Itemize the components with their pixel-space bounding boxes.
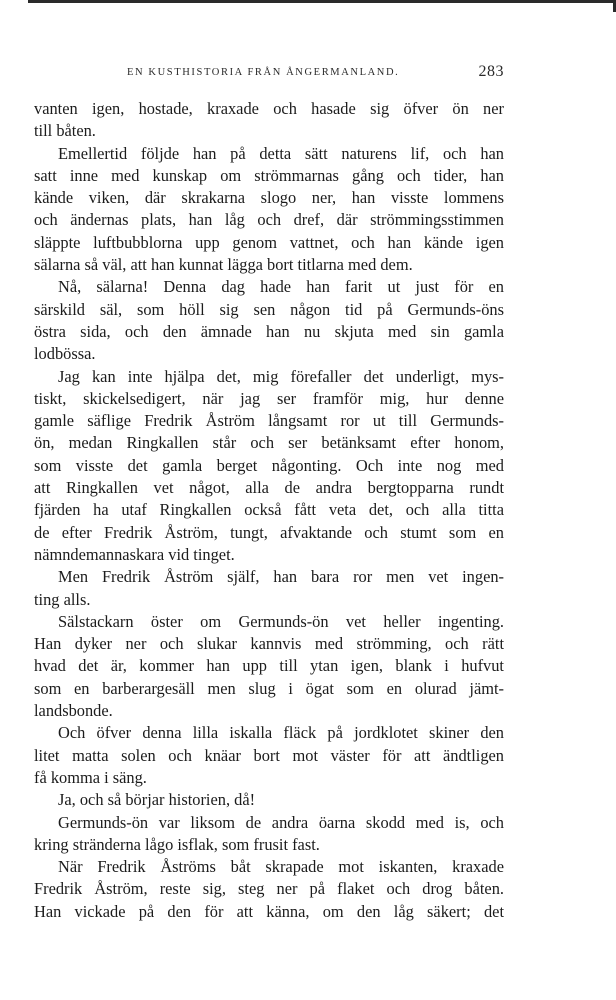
text-line: kände viken, där skrakarna slogo ner, han visste lommens	[34, 188, 504, 208]
text-line: gamle säflige Fredrik Åström långsamt ror ut till Germunds-	[34, 411, 504, 431]
paragraph	[34, 789, 504, 811]
running-head	[34, 63, 504, 83]
running-title: EN KUSTHISTORIA FRÅN ÅNGERMANLAND.	[127, 67, 400, 78]
text-line: När Fredrik Åströms båt skrapade mot iskanten, kraxade	[58, 857, 504, 877]
text-line: Jag kan inte hjälpa det, mig förefaller det underligt, mys-	[58, 366, 504, 386]
text-line: fjärden ha utaf Ringkallen också fått veta det, och alla titta	[34, 500, 504, 520]
paragraph	[34, 276, 504, 365]
text-line: Ja, och så börjar historien, då!	[58, 790, 256, 810]
text-line: de efter Fredrik Åström, tungt, afvaktande och stumt som en	[34, 522, 504, 542]
text-line: Och öfver denna lilla iskalla fläck på jordklotet skiner den	[58, 723, 504, 743]
paragraph	[34, 611, 504, 722]
text-line: östra sida, och den ämnade han nu skjuta med sin gamla	[34, 321, 504, 341]
text-line: Han vickade på den för att känna, om den låg säkert; det	[34, 901, 504, 921]
text-line: som visste det gamla berget någonting. Och inte nog med	[34, 455, 504, 475]
text-line: hvad det är, kommer han upp till ytan igen, blank i hufvut	[34, 656, 504, 676]
text-line: sälarna så väl, att han kunnat lägga bort titlarna med dem.	[34, 255, 413, 275]
text-line: ön, medan Ringkallen står och ser betänksamt efter honom,	[34, 433, 504, 453]
page-number: 283	[478, 63, 504, 80]
paragraph	[34, 856, 504, 923]
paragraph	[34, 566, 504, 611]
text-line: Han dyker ner och slukar kannvis med strömming, och rätt	[34, 634, 504, 654]
text-line: Men Fredrik Åström själf, han bara ror men vet ingen-	[58, 567, 504, 587]
paragraph	[34, 812, 504, 857]
text-line: Emellertid följde han på detta sätt naturens lif, och han	[58, 143, 504, 163]
text-line: vanten igen, hostade, kraxade och hasade sig öfver ön ner	[34, 99, 504, 118]
paragraph	[34, 143, 504, 277]
text-line: lodbössa.	[34, 344, 96, 364]
text-line: nämndemannaskara vid tinget.	[34, 544, 235, 564]
text-line: som en barberargesäll men slug i ögat som en olurad jämt-	[34, 678, 504, 698]
text-line: kring stränderna lågo isflak, som frusit fast.	[34, 834, 320, 854]
page-edge-rule	[28, 0, 616, 3]
paragraph	[34, 98, 504, 143]
text-line: och ändernas plats, han låg och dref, där strömmingsstimmen	[34, 210, 504, 230]
body-text	[34, 98, 504, 923]
text-line: landsbonde.	[34, 701, 113, 721]
paragraph	[34, 722, 504, 789]
text-line: Sälstackarn öster om Germunds-ön vet heller ingenting.	[58, 611, 504, 631]
text-line: satt inne med kunskap om strömmarnas gång och tider, han	[34, 165, 504, 185]
text-line: att Ringkallen vet något, alla de andra bergtopparna rundt	[34, 478, 504, 498]
text-line: litet matta solen och knäar bort mot väster för att ändtligen	[34, 745, 504, 765]
text-line: ting alls.	[34, 589, 91, 609]
text-line: Fredrik Åström, reste sig, steg ner på flaket och drog båten.	[34, 879, 504, 899]
text-line: tiskt, skickelsedigert, när jag ser framför mig, hur denne	[34, 388, 504, 408]
text-line: få komma i säng.	[34, 767, 147, 787]
text-line: släppte luftbubblorna upp genom vattnet, och han kände igen	[34, 232, 504, 252]
paragraph	[34, 366, 504, 567]
text-line: Germunds-ön var liksom de andra öarna skodd med is, och	[58, 812, 504, 832]
text-line: till båten.	[34, 121, 96, 141]
text-line: särskild säl, som höll sig sen någon tid på Germunds-öns	[34, 299, 504, 319]
text-line: Nå, sälarna! Denna dag hade han farit ut just för en	[58, 277, 504, 297]
